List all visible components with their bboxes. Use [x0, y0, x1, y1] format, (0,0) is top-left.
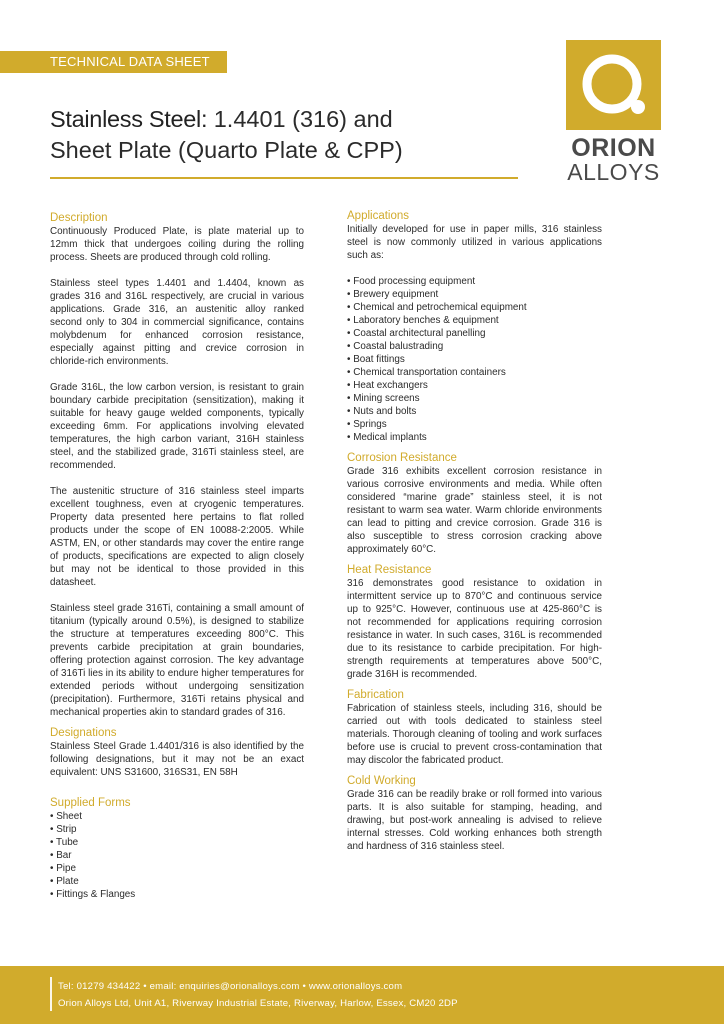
page-title: [50, 104, 520, 166]
list-item: • Boat fittings: [347, 353, 602, 366]
list-item: • Plate: [50, 875, 304, 888]
footer-divider: [50, 977, 52, 1011]
logo-wordmark-alloys: ALLOYS: [567, 159, 660, 185]
fabrication-text: Fabrication of stainless steels, including 316, should be carried out with tools dedicated to stainless steel materials. Thorough cleaning of tooling and work surfaces before use is crucial to prevent cross-contamination that may discolor the fabricated product.: [347, 703, 602, 766]
applications-list: [347, 275, 602, 444]
logo-wordmark-orion: ORION: [571, 134, 656, 162]
fabrication-heading: Fabrication: [347, 689, 404, 701]
cold-working-text: Grade 316 can be readily brake or roll formed into various parts. It is also suitable for stamping, heading, and drawing, but post-work annealing is advised to relieve internal stresses. Cold working enhances both strength and hardness of 316 stainless steel.: [347, 789, 602, 852]
right-column: [347, 209, 602, 866]
supplied-forms-list: [50, 810, 304, 901]
list-item: • Strip: [50, 823, 304, 836]
description-paragraph-5: Stainless steel grade 316Ti, containing a small amount of titanium (typically around 0.5%), is designed to stabilize the structure at temperatures exceeding 800°C. This prevents carbide precipitation at grain boundaries, offering protection against corrosion. The key advantage of 316Ti lies in its ability to endure higher temperatures for extended periods without undergoing sensitization (precipitation). Furthermore, 316Ti retains physical and mechanical properties akin to standard grades of 316.: [50, 603, 304, 718]
title-line2: Sheet Plate (Quarto Plate & CPP): [50, 137, 403, 163]
applications-intro: Initially developed for use in paper mills, 316 stainless steel is now commonly utilized in various applications such as:: [347, 224, 602, 261]
list-item: • Bar: [50, 849, 304, 862]
document-type-banner: TECHNICAL DATA SHEET: [0, 51, 227, 73]
footer-address: Orion Alloys Ltd, Unit A1, Riverway Industrial Estate, Riverway, Harlow, Essex, CM20 2DP: [58, 998, 458, 1009]
left-column: [50, 211, 304, 914]
description-paragraph-2: Stainless steel types 1.4401 and 1.4404, known as grades 316 and 316L respectively, are crucial in various applications. Grade 316, an austenitic alloy ranked second only to 304 in commercial significance, contains molybdenum for enhanced corrosion resistance, especially against pitting and crevice corrosion in chloride-rich environments.: [50, 278, 304, 367]
list-item: • Heat exchangers: [347, 379, 602, 392]
list-item: • Fittings & Flanges: [50, 888, 304, 901]
supplied-forms-heading: Supplied Forms: [50, 797, 131, 809]
description-paragraph-1: Continuously Produced Plate, is plate material up to 12mm thick that undergoes coiling during the rolling process. Sheets are produced through cold rolling.: [50, 226, 304, 263]
footer-bar: [0, 966, 724, 1024]
list-item: • Chemical transportation containers: [347, 366, 602, 379]
cold-working-heading: Cold Working: [347, 775, 416, 787]
list-item: • Coastal architectural panelling: [347, 327, 602, 340]
list-item: • Springs: [347, 418, 602, 431]
corrosion-text: Grade 316 exhibits excellent corrosion resistance in various corrosive environments and media. While often considered “marine grade” stainless steel, it is not resistant to warm sea water. Warm chloride environments can lead to pitting and crevice corrosion. Grade 316 is also susceptible to stress corrosion cracking above approximately 60°C.: [347, 466, 602, 555]
list-item: • Brewery equipment: [347, 288, 602, 301]
list-item: • Laboratory benches & equipment: [347, 314, 602, 327]
list-item: • Coastal balustrading: [347, 340, 602, 353]
list-item: • Medical implants: [347, 431, 602, 444]
list-item: • Mining screens: [347, 392, 602, 405]
description-paragraph-4: The austenitic structure of 316 stainless steel imparts excellent toughness, even at cryogenic temperatures. Property data presented here pertains to flat rolled products under the scope of EN 10088-2:2005. While ASTM, EN, or other standards may cover the entire range of products, specifications are expected to align closely but may not be identical to those provided in this datasheet.: [50, 486, 304, 588]
list-item: • Chemical and petrochemical equipment: [347, 301, 602, 314]
orion-q-icon: [566, 40, 661, 130]
logo-mark-box: [566, 40, 661, 130]
designations-heading: Designations: [50, 727, 117, 739]
heat-heading: Heat Resistance: [347, 564, 432, 576]
description-paragraph-3: Grade 316L, the low carbon version, is resistant to grain boundary carbide precipitation (sensitization), making it suitable for heavy gauge welded components, typically exceeding 6mm. For applications involving elevated temperatures, the high carbon variant, 316H stainless steel, and the stabilized grade, 316Ti stainless steel, are recommended.: [50, 382, 304, 471]
list-item: • Pipe: [50, 862, 304, 875]
title-line1-rest: 1.4401 (316) and: [207, 106, 393, 132]
heat-text: 316 demonstrates good resistance to oxidation in intermittent service up to 870°C and continuous service up to 925°C. However, continuous use at 425-860°C is not recommended for applications requiring corrosion resistance in water. In such cases, 316L is recommended due to its resistance to carbide precipitation. For high-strength requirements at temperatures above 500°C, grade 316H is recommended.: [347, 578, 602, 680]
footer-contact: Tel: 01279 434422 • email: enquiries@orionalloys.com • www.orionalloys.com: [58, 981, 403, 992]
applications-heading: Applications: [347, 210, 410, 222]
list-item: • Nuts and bolts: [347, 405, 602, 418]
title-bold: Stainless Steel:: [50, 106, 208, 132]
company-logo: [566, 40, 661, 183]
corrosion-heading: Corrosion Resistance: [347, 452, 457, 464]
designations-text: Stainless Steel Grade 1.4401/316 is also identified by the following designations, but it may not be an exact equivalent: UNS S31600, 316S31, EN 58H: [50, 741, 304, 778]
list-item: • Sheet: [50, 810, 304, 823]
title-divider: [50, 177, 518, 179]
list-item: • Food processing equipment: [347, 275, 602, 288]
list-item: • Tube: [50, 836, 304, 849]
description-heading: Description: [50, 212, 108, 224]
